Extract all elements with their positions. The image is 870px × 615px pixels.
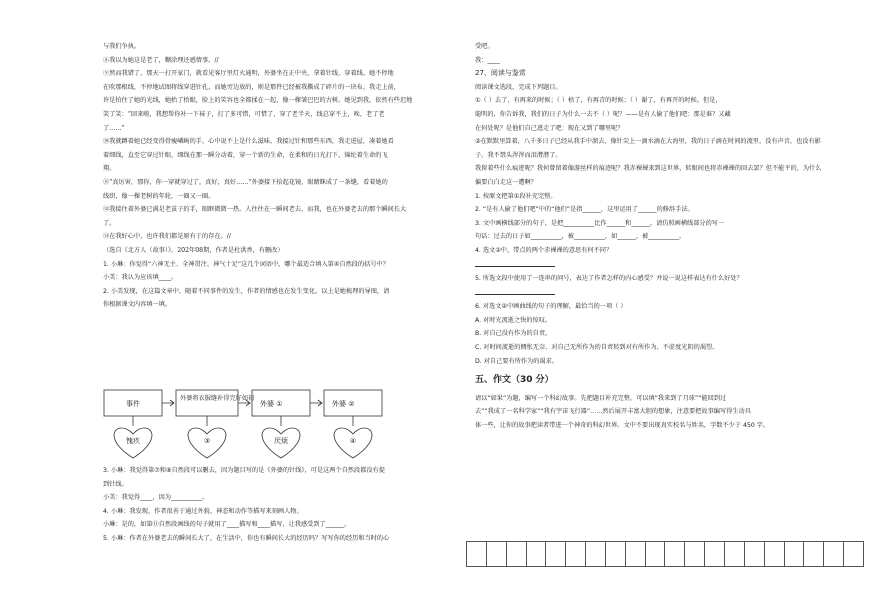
option-d: D. 对自己要有所作为的渴求。: [475, 357, 558, 365]
question-3: 3. 文中画横线部分的句子，是把__________比作______和______，请仿照画横线部分的写一: [475, 219, 725, 227]
question-1: 1. 按原文把第①段补充完整。: [475, 192, 557, 200]
text-line: ⑬在我好心中，也许我们都是原有于的存在。//: [103, 233, 231, 241]
text-line: 翔。: [103, 165, 116, 173]
heart-2-label: ③: [203, 437, 211, 445]
text-line: ⑫我接住着外婆已满是老茧子的手，眼眶微微一热。人往往在一瞬间老去，而我，也在外婆老去的那个瞬间长大: [103, 206, 407, 214]
text-line: ②在默默里算着，八千多日子已经从我手中溜去，像针尖上一滴水滴在大海里，我的日子滴在时间的流里，没有声音，也没有影子。我不禁头涔涔而泪潸潸了。: [475, 138, 821, 159]
text-line: 到针线。: [103, 480, 128, 488]
heart-3-label: 厌烦: [274, 437, 288, 445]
question-4: 4. 小琳：我发现，作者很善于通过外貌、神态和动作等描写来刻画人物。: [103, 507, 303, 515]
essay-line: 体一些，让你的故事把读者带进一个神奇的科幻世界。文中不要出现真实校名与姓名，字数不少于 450 字。: [475, 422, 770, 430]
flow-box-event-label: 事件: [126, 400, 140, 408]
answer-line: 小美：我觉得____，因为__________。: [103, 494, 209, 502]
text-line: 我留着些什么痕迹呢？我何曾留着像游丝样的痕迹呢？我赤裸裸来到这世界，转眼间也将赤裸裸的回去罢？但不能平的，为什么偏要白白走这一遭啊？: [475, 165, 822, 186]
question-1: 1. 小琳：你觉得“六神无主、全神贯注、神气十足”这几个词语中，哪个最适合填入第④自然段的括号中？: [103, 260, 389, 268]
essay-writing-grid[interactable]: [466, 541, 864, 567]
answer-blank[interactable]: [475, 286, 825, 301]
text-line: 许是怕住了她的光线，她抬了抬眼，脸上的笑容也全都揉在一起，像一棵皱巴巴的古树。她见到我，依然有些迟地: [103, 97, 413, 105]
left-questions: [103, 464, 445, 546]
arrow-icon: [162, 400, 174, 406]
question-6: 6. 对选文②中画曲线的句子的理解，最恰当的一项（ ）: [475, 303, 627, 311]
question-2: 2. “是有人偷了他们吧”中的“他们”是指______，这里运用了______的修辞手法。: [475, 206, 694, 214]
option-c: C. 对时间流逝的惆怅无奈、对自己无所作为的自责转到对有所作为、不虚度光阴的渴望。: [475, 344, 719, 352]
text-line: 着细线，直至它穿过针眼，细线在那一瞬分动着，穿一个新的生命，在柔和的日光打下，锦纶着生命的飞: [103, 151, 388, 159]
answer-line: 我：____: [475, 56, 500, 64]
essay-line: 请以“如果”为题，编写一个科幻故事。先把题目补充完整，可以填“我来到了月球”“能回到过: [475, 394, 727, 402]
option-a: A. 对时光流逝之快的惊叹。: [475, 316, 552, 324]
option-b: B. 对自己没有作为的自责。: [475, 330, 552, 338]
essay-line: 去”“我成了一名科学家”“我有宇宙飞行器”……然后展开丰富大胆的想象，注意要把故事编写得生动具: [475, 408, 751, 416]
heart-4-label: ④: [349, 437, 357, 445]
text-line: 受吧。: [475, 43, 494, 50]
right-column: [475, 40, 825, 433]
text-line: 聪明的，你告诉我，我们的日子为什么一去不（ ）呢？——是有人偷了他们吧：那是谁？又藏: [475, 110, 731, 118]
text-line: 阅读课文选段，完成下列题目。: [475, 83, 562, 91]
answer-blank[interactable]: [475, 258, 825, 273]
question-2: 2. 小美发现，在这篇文章中，随着不同事件的发生，作者的情感也在发生变化。以上是她梳理的导图，请: [103, 287, 390, 295]
answer-line: 小琳：是的，如第⑪自然段画线的句子就用了____描写和____描写，让我感受到了______。: [103, 521, 351, 529]
text-line: 句话：过去的日子如__________，被__________，如______，被__________。: [475, 233, 686, 241]
question-27-heading: 27、阅读与鉴赏: [475, 69, 526, 78]
question-4: 4. 选文②中，带点的两个赤裸裸的意思有何不同？: [475, 246, 613, 254]
text-line: ⑨然而我错了，那天一打开家门，就看见客厅里灯火通明，外婆坐在正中央，拿着针线，穿着线。她不停地: [103, 70, 394, 78]
flow-box-2: [176, 390, 238, 416]
text-line: 笑了笑：“回来啦，我想帮你补一下袜子，打了多可惜，可惜了，穿了老半天，线总穿不上，唉，老了老: [103, 110, 385, 118]
question-5: 5. 小琳：作者在外婆老去的瞬间长大了，在生活中，你也有瞬间长大的经历吗？写写你的经历和当时的心: [103, 534, 390, 542]
left-column: [103, 40, 445, 312]
text-line: ⑧我以为她这是老了，糊涂理还感情事。//: [103, 56, 219, 64]
text-line: （选自《北方人（故事）》，202年08期，作者是杜洪香，有删改）: [103, 246, 284, 254]
question-5: 5. 所选文段中使用了一连串的问号，表达了作者怎样的内心感受？并说一说这样表达有什么好处？: [475, 275, 743, 283]
text-line: 在何处呢？是他们自己逃走了吧：现在又到了哪里呢？: [475, 124, 624, 132]
text-line: 你根据课文内容填一填。: [103, 301, 172, 309]
text-line: 与我们争执。: [103, 43, 141, 50]
text-line: ⑪“真厉害，那你，你一穿就穿过了，真好，真好……”外婆接下拾起花镜，眼睛眯成了一条缝，看着她的: [103, 178, 388, 186]
heart-1-label: 愧疚: [126, 437, 140, 445]
text-line: 了……”: [103, 124, 125, 132]
text-line: 在吹那根线，不停地试图将线穿进针孔，而她旁边放的，则是那件已经被我撕成了碎片的一块布。我走上前，: [103, 83, 400, 91]
text-line: ①（ ）去了，有再来的时候；（ ）枯了，有再青的时候；（ ）谢了，有再开的时候。但是，: [475, 97, 722, 105]
section-5-heading: 五、作文（30 分）: [475, 375, 554, 386]
flow-box-3-label: 外婆 ①: [260, 400, 283, 408]
arrow-icon: [310, 400, 322, 406]
flow-box-2-label: 外婆将衣服缝补得完好如初: [180, 395, 255, 402]
text-line: 线织，像一棵老树的年轮，一圈又一圈。: [103, 192, 215, 200]
text-line: ⑩我就蹲着她已经变得骨瘦嶙峋的手，心中说不上是什么滋味。我接过针和那些东西，我走进屋，凑着她看: [103, 138, 394, 146]
flow-box-4-label: 外婆 ②: [332, 400, 355, 408]
answer-line: 小美：我认为应该填____。: [103, 274, 178, 282]
question-3: 3. 小琳：我觉得第⑦和⑧自然段可以删去，因为题目写的是《外婆的针线》，可是这两个自然段都没有提: [103, 467, 385, 474]
text-line: 了。: [103, 219, 116, 227]
emotion-flow-diagram: [100, 384, 450, 462]
